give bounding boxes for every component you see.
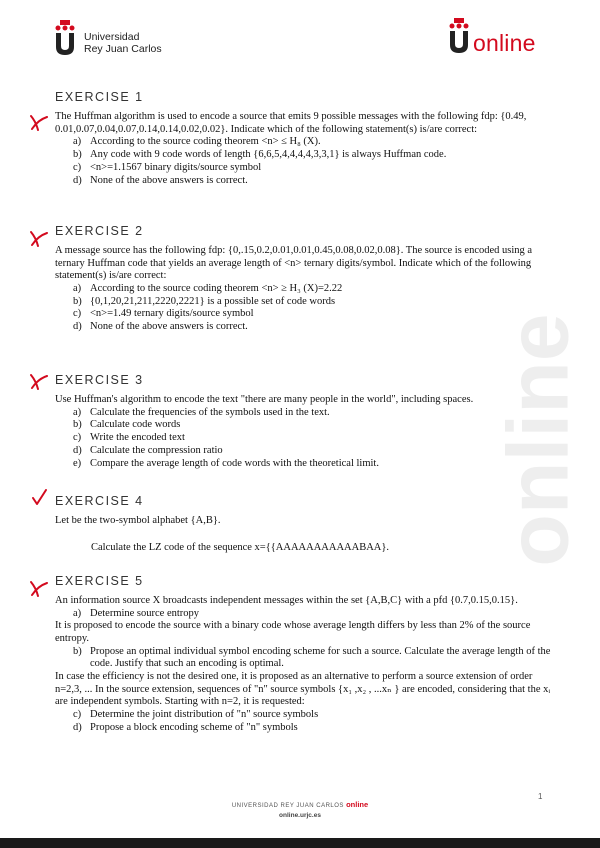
option-item: b) {0,1,20,21,211,2220,2221} is a possible set of code words — [73, 295, 336, 307]
exercise-title: EXERCISE 5 — [55, 574, 144, 588]
option-item: b) Any code with 9 code words of length {6,6,5,4,4,4,4,3,3,1} is always Huffman code. — [73, 148, 447, 160]
option-item: a) Determine source entropy — [73, 607, 200, 619]
exercise-5 — [55, 574, 555, 735]
exercise-title: EXERCISE 2 — [55, 224, 144, 238]
exercise-title: EXERCISE 1 — [55, 90, 144, 104]
option-item: b) Calculate code words — [73, 419, 181, 431]
exercise-2 — [55, 224, 555, 334]
exercise-statement: Let be the two-symbol alphabet {A,B}. — [55, 515, 221, 526]
bottom-bar — [0, 838, 600, 848]
page-number: 1 — [538, 792, 543, 801]
option-item: d) Propose a block encoding scheme of "n" symbols — [73, 721, 298, 733]
option-list — [55, 136, 555, 187]
option-item: d) Calculate the compression ratio — [73, 444, 223, 456]
exercise-statement: Calculate the LZ code of the sequence x={{AAAAAAAAAAABAA}. — [91, 541, 390, 553]
exercise-statement: Use Huffman's algorithm to encode the text "there are many people in the world", including spaces. — [55, 394, 474, 405]
option-item: c) <n>=1.49 ternary digits/source symbol — [73, 308, 254, 320]
option-item: a) According to the source coding theorem <n> ≥ H₃ (X)=2.22 — [73, 282, 343, 294]
option-item: d) None of the above answers is correct. — [73, 174, 248, 186]
footer-url: online.urjc.es — [279, 812, 321, 819]
red-cross-mark-icon — [28, 578, 50, 598]
exercise-title: EXERCISE 3 — [55, 373, 144, 387]
exercise-statement: In case the efficiency is not the desired one, it is proposed as an alternative to perform a source extension of order n=2,3, ... In the source extension, sequences of "n" source symbols {x₁ ,x₂ , ...xₙ } are encoded, considering that the xᵢ are independent symbols. Starting with n=2, it is requested: — [55, 671, 551, 708]
option-item: c) <n>=1.1567 binary digits/source symbol — [73, 161, 262, 173]
option-list — [55, 407, 555, 471]
university-line2: Rey Juan Carlos — [84, 43, 162, 55]
option-list — [55, 646, 555, 672]
page-footer — [0, 800, 600, 819]
option-item: d) None of the above answers is correct. — [73, 321, 248, 333]
option-list — [55, 608, 555, 621]
red-cross-mark-icon — [28, 371, 50, 391]
red-check-mark-icon — [28, 488, 50, 508]
exercise-title: EXERCISE 4 — [55, 494, 144, 508]
exercise-4 — [55, 494, 555, 554]
option-item: b) Propose an optimal individual symbol encoding scheme for such a source. Calculate the average length of the code. Justify that such an encoding is optimal. — [73, 645, 551, 670]
online-wordmark: online — [473, 30, 536, 56]
footer-university: UNIVERSIDAD REY JUAN CARLOS online — [231, 800, 369, 809]
exercise-3 — [55, 373, 555, 471]
exercise-statement: It is proposed to encode the source with a binary code whose average length differs by less than 2% of the source entropy. — [55, 620, 531, 644]
exercise-1 — [55, 90, 555, 187]
option-item: c) Determine the joint distribution of "n" source symbols — [73, 708, 319, 720]
option-item: a) According to the source coding theorem <n> ≤ H₈ (X). — [73, 136, 321, 148]
option-item: e) Compare the average length of code words with the theoretical limit. — [73, 457, 379, 469]
option-item: a) Calculate the frequencies of the symbols used in the text. — [73, 406, 330, 418]
red-cross-mark-icon — [28, 228, 50, 248]
university-line1: Universidad — [84, 31, 140, 43]
option-item: c) Write the encoded text — [73, 432, 185, 444]
exercise-statement: The Huffman algorithm is used to encode a source that emits 9 possible messages with the following fdp: {0.49, 0.01,0.07,0.04,0.07,0.14,0.14,0.02,0.02}. Indicate which of the following statement(s) is/are correct: — [55, 111, 527, 135]
exercise-statement: A message source has the following fdp: {0,.15,0.2,0.01,0.01,0.45,0.08,0.02,0.08}. The source is encoded using a ternary Huffman code that yields an average length of <n> ternary digits/symbol. Indicate which of the following statement(s) is/are correct: — [55, 245, 533, 282]
red-cross-mark-icon — [28, 112, 50, 132]
option-list — [55, 283, 555, 334]
svg-text:online: online — [490, 313, 587, 567]
option-list — [55, 709, 555, 735]
exercise-statement: An information source X broadcasts independent messages within the set {A,B,C} with a pfd {0.7,0.15,0.15}. — [55, 595, 518, 606]
